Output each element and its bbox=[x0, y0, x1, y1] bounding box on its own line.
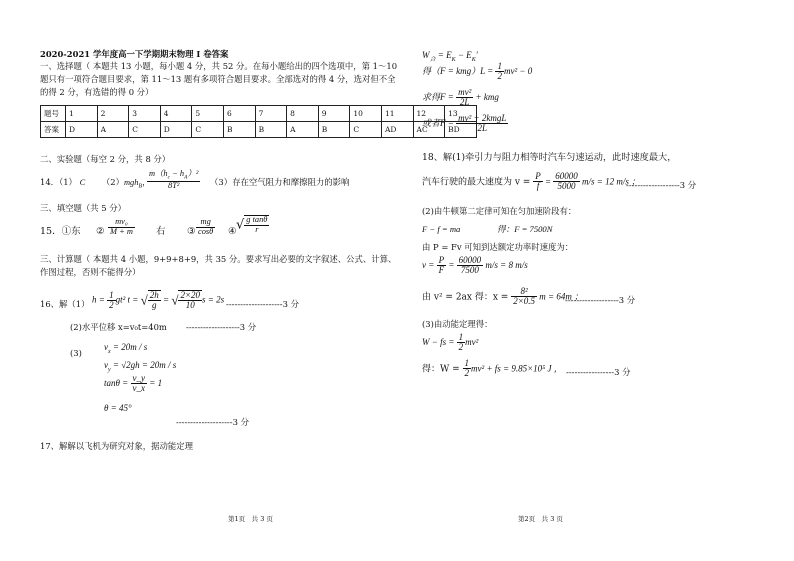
q16-vx-val: = 20m / s bbox=[110, 342, 148, 352]
q16-e1-frac-den: 2 bbox=[109, 299, 114, 310]
q18-max-speed bbox=[422, 172, 640, 192]
q18-2-f2-num: 60000 bbox=[555, 171, 578, 181]
q15-part-2: ② bbox=[96, 226, 105, 237]
q14-answer-2-sub: B bbox=[138, 183, 143, 190]
q16-line-2: (2)水平位移 x=v₀t=40m bbox=[70, 322, 167, 332]
q18-9-den: 2 bbox=[458, 342, 464, 353]
table-cell: 1 bbox=[66, 106, 98, 122]
q16-e1-sqrt-den: g bbox=[152, 300, 157, 311]
q18-6-f1-num: P bbox=[438, 255, 445, 265]
q18-part-3: (3)由动能定理得： bbox=[422, 319, 493, 329]
table-cell: 12 bbox=[413, 106, 445, 122]
q15-f2-num: mv₀ bbox=[108, 218, 135, 228]
q14-answer-2: mgh bbox=[123, 178, 139, 187]
q18-distance bbox=[422, 287, 583, 307]
q18-6-f2-num: 60000 bbox=[458, 255, 482, 265]
r2-lhs: 得（F = kmg）L = bbox=[422, 66, 496, 76]
q17-eq-2 bbox=[422, 62, 532, 82]
table-cell: 4 bbox=[160, 106, 192, 122]
q18-score-3: -----------------3 分 bbox=[566, 367, 631, 377]
q18-10-den: 2 bbox=[464, 368, 470, 379]
r2-frac-den: 2 bbox=[497, 71, 502, 82]
q16-vy-sub: y bbox=[108, 366, 111, 373]
q16-e1-sqrt2-num: 2×20 bbox=[180, 290, 201, 300]
table-cell: 10 bbox=[350, 106, 382, 122]
r1-minus: − E bbox=[455, 50, 472, 60]
table-cell: AC bbox=[413, 122, 445, 138]
q18-2-f1-num: P bbox=[535, 171, 541, 181]
q16-e1-lhs: h = bbox=[92, 294, 108, 305]
q18-2-f2-den: 5000 bbox=[557, 181, 576, 192]
q16-tan-den: v_x bbox=[132, 383, 145, 394]
q16-e1-mid: gt² t = bbox=[115, 294, 141, 305]
q16-score-2: -------------------3 分 bbox=[186, 322, 257, 332]
q15-fraction-2 bbox=[108, 218, 135, 237]
q16-vx-sub: x bbox=[108, 348, 111, 355]
r1-w: W bbox=[422, 50, 430, 60]
q18-6-f1-den: F bbox=[438, 265, 445, 276]
table-row-label: 答案 bbox=[41, 122, 66, 138]
q18-6-units: m/s = 8 m/s bbox=[483, 260, 528, 270]
q15-number: 15．①东 bbox=[40, 226, 81, 237]
q18-9-num: 1 bbox=[458, 332, 464, 342]
table-row bbox=[41, 122, 477, 138]
q14-frac-sub-c: c bbox=[167, 174, 171, 181]
q18-9-rhs: mv² bbox=[465, 337, 479, 347]
q16-vx bbox=[104, 342, 147, 356]
table-cell: A bbox=[287, 122, 319, 138]
section-choice-text: 的得 2 分，有选错的得 0 分） bbox=[40, 87, 154, 97]
section-choice-text: 题只有一项符合题目要求，第 11～13 题有多项符合题目要求。全部选对的得 4 分，选对但不全 bbox=[40, 74, 396, 84]
q14-answer-2-tail: ， bbox=[142, 177, 151, 187]
q15-mid: 右 bbox=[156, 226, 166, 237]
r1-sub: 合 bbox=[429, 56, 436, 63]
q16-theta: θ = 45° bbox=[104, 403, 132, 413]
q14-number: 14．（1） bbox=[40, 177, 77, 187]
q15-f4-num: g tanθ bbox=[246, 215, 268, 224]
q18-7-num: 8² bbox=[511, 287, 537, 297]
q15-f3-den: cosθ bbox=[198, 226, 214, 236]
q15-part-3: ③ bbox=[187, 226, 196, 237]
table-cell: 8 bbox=[287, 106, 319, 122]
q18-2-f1-den: f bbox=[536, 181, 540, 192]
q18-6-lhs: v = bbox=[422, 260, 437, 270]
q18-power-text: 由 P = Fv 可知到达额定功率时速度为： bbox=[422, 242, 574, 252]
q16-vx-v: v bbox=[104, 342, 108, 352]
page-footer-right: 第2页 共 3 页 bbox=[518, 515, 563, 523]
q18-heading: 18、解(1)牵引力与阻力相等时汽车匀速运动，此时速度最大， bbox=[422, 152, 677, 163]
table-cell: BD bbox=[445, 122, 477, 138]
r4-frac-den: 2L bbox=[477, 123, 487, 134]
q16-tan-lhs: tanθ = bbox=[104, 378, 131, 388]
table-cell: 5 bbox=[192, 106, 224, 122]
q18-6-f2-den: 7500 bbox=[460, 265, 479, 276]
answer-table bbox=[40, 105, 477, 138]
q15-f2-den: M + m bbox=[110, 226, 133, 236]
q18-10-lhs: 得：W = bbox=[422, 364, 463, 375]
q16-vy-val: = √2gh = 20m / s bbox=[110, 360, 177, 370]
q15-part-4: ④ bbox=[228, 226, 237, 237]
table-cell: 2 bbox=[97, 106, 129, 122]
q18-7-lhs: 由 v² = 2ax 得：x = bbox=[422, 292, 512, 303]
r2-rhs: mv² − 0 bbox=[503, 66, 533, 76]
q16-e1-eq: = bbox=[160, 294, 172, 305]
q16-e1-sqrt-num: 2h bbox=[149, 290, 159, 300]
r4-lhs: 或者F = bbox=[422, 118, 457, 128]
q18-part-2: (2)由牛顿第二定律可知在匀加速阶段有： bbox=[422, 206, 577, 216]
q16-tan bbox=[104, 374, 162, 394]
q16-tan-num: v_y bbox=[132, 373, 145, 383]
r3-frac-den: 2L bbox=[459, 97, 470, 108]
table-cell: A bbox=[97, 122, 129, 138]
q16-score-1: --------------------3 分 bbox=[226, 299, 299, 309]
q18-2-units: m/s = 12 m/s ； bbox=[579, 176, 641, 187]
q16-tan-val: = 1 bbox=[147, 378, 163, 388]
table-cell: 9 bbox=[318, 106, 350, 122]
q18-10-rhs: mv² + fs = 9.85×10⁵ J ， bbox=[471, 363, 563, 374]
table-cell: 11 bbox=[381, 106, 413, 122]
table-cell: B bbox=[255, 122, 287, 138]
q14-answer-1: C bbox=[79, 178, 86, 187]
q18-score-2: -------------------3 分 bbox=[565, 295, 636, 305]
table-cell: 13 bbox=[445, 106, 477, 122]
q18-newton: F − f = ma bbox=[422, 224, 461, 234]
q18-7-rhs: m = 64m ； bbox=[537, 291, 584, 302]
q16-number: 16、解（1） bbox=[40, 299, 90, 309]
r3-frac-num: mv² bbox=[458, 87, 472, 97]
table-cell: C bbox=[192, 122, 224, 138]
q17-heading: 17、解解以飞机为研究对象，据动能定理 bbox=[40, 441, 194, 451]
r3-lhs: 求得F = bbox=[422, 92, 457, 102]
r1-k2: K bbox=[471, 56, 476, 63]
q15-fraction-4: √ $\frac{\text{g tanθ}}{r}$ bbox=[236, 215, 268, 234]
q14-frac-den: 8T² bbox=[168, 181, 180, 191]
r1-eq: = E bbox=[435, 50, 452, 60]
table-cell: C bbox=[129, 122, 161, 138]
table-cell: 7 bbox=[255, 106, 287, 122]
table-cell: D bbox=[160, 122, 192, 138]
q18-force: 得：F = 7500N bbox=[497, 224, 553, 234]
r2-frac-num: 1 bbox=[497, 61, 502, 71]
q17-eq-4 bbox=[422, 114, 508, 134]
table-cell: D bbox=[66, 122, 98, 138]
table-cell: AD bbox=[381, 122, 413, 138]
q18-rated-speed bbox=[422, 256, 528, 276]
q14-fraction bbox=[147, 170, 200, 191]
q14-part-3: （3）存在空气阻力和摩擦阻力的影响 bbox=[210, 177, 350, 187]
table-row-label: 题号 bbox=[41, 106, 66, 122]
page-footer-left: 第1页 共 3 页 bbox=[228, 515, 273, 523]
q18-work-result bbox=[422, 359, 563, 379]
q14-frac-minus: − h bbox=[170, 169, 185, 178]
section-choice-heading: 一、选择题（ 本题共 13 小题，每小题 4 分，共 52 分。在每小题给出的四个选项中，第 1～10 bbox=[40, 61, 398, 71]
q18-6-eq: = bbox=[446, 260, 457, 270]
q14-frac-num: m（h bbox=[149, 169, 168, 178]
q17-eq-3 bbox=[422, 88, 499, 108]
section-fill-heading: 三、填空题（共 5 分） bbox=[40, 203, 127, 213]
q16-score-3: --------------------3 分 bbox=[176, 417, 249, 427]
q18-10-num: 1 bbox=[464, 358, 470, 368]
q16-part-3: (3) bbox=[70, 348, 82, 358]
q16-vy bbox=[104, 360, 176, 374]
table-cell: 6 bbox=[223, 106, 255, 122]
q18-9-lhs: W − fs = bbox=[422, 337, 457, 347]
r1-prime: ′ bbox=[475, 50, 478, 60]
r4-frac-num: mv² + 2kmgL bbox=[458, 113, 507, 123]
q14-part-2: （2） bbox=[101, 177, 124, 187]
r3-rhs: + kmg bbox=[473, 92, 499, 102]
table-cell: B bbox=[223, 122, 255, 138]
page-title: 2020-2021 学年度高一下学期期末物理 I 卷答案 bbox=[40, 49, 229, 59]
q14-frac-end: ）² bbox=[187, 169, 199, 178]
q16-vy-v: v bbox=[104, 360, 108, 370]
q18-2-text: 汽车行驶的最大速度为 v = bbox=[422, 177, 534, 188]
q15-fraction-3 bbox=[196, 218, 215, 237]
q18-score-1: -------------------3 分 bbox=[626, 180, 697, 190]
table-cell: B bbox=[318, 122, 350, 138]
section-calc-heading: 三、计算题（ 本题共 4 小题，9+9+8+9，共 35 分。要求写出必要的文字叙述、公式、计算、 bbox=[40, 254, 397, 264]
q16-e1-frac-num: 1 bbox=[109, 289, 114, 300]
q15-f3-num: mg bbox=[196, 218, 215, 228]
table-row bbox=[41, 106, 477, 122]
q18-energy-eq bbox=[422, 333, 478, 353]
section-experiment-heading: 二、实验题（每空 2 分，共 8 分） bbox=[40, 154, 171, 164]
section-calc-text: 作图过程，否则不能得分） bbox=[40, 267, 141, 277]
q16-eq-1: h = $\frac{1}{2}$ gt² t = √ $\frac{2h}{g}$ = √ $\frac{2\times 20}{10}$ s = 2s bbox=[92, 289, 225, 311]
q14-frac-sub-a: A bbox=[184, 174, 188, 181]
q18-2-eq: = bbox=[542, 176, 554, 187]
q16-e1-sqrt2-den: 10 bbox=[185, 300, 195, 311]
q18-7-den: 2×0.5 bbox=[513, 296, 536, 307]
q16-e1-end: s = 2s bbox=[202, 294, 225, 305]
table-cell: C bbox=[350, 122, 382, 138]
table-cell: 3 bbox=[129, 106, 161, 122]
q14-line bbox=[40, 178, 150, 191]
q15-f4-den: r bbox=[255, 224, 259, 234]
r1-k: K bbox=[451, 56, 456, 63]
